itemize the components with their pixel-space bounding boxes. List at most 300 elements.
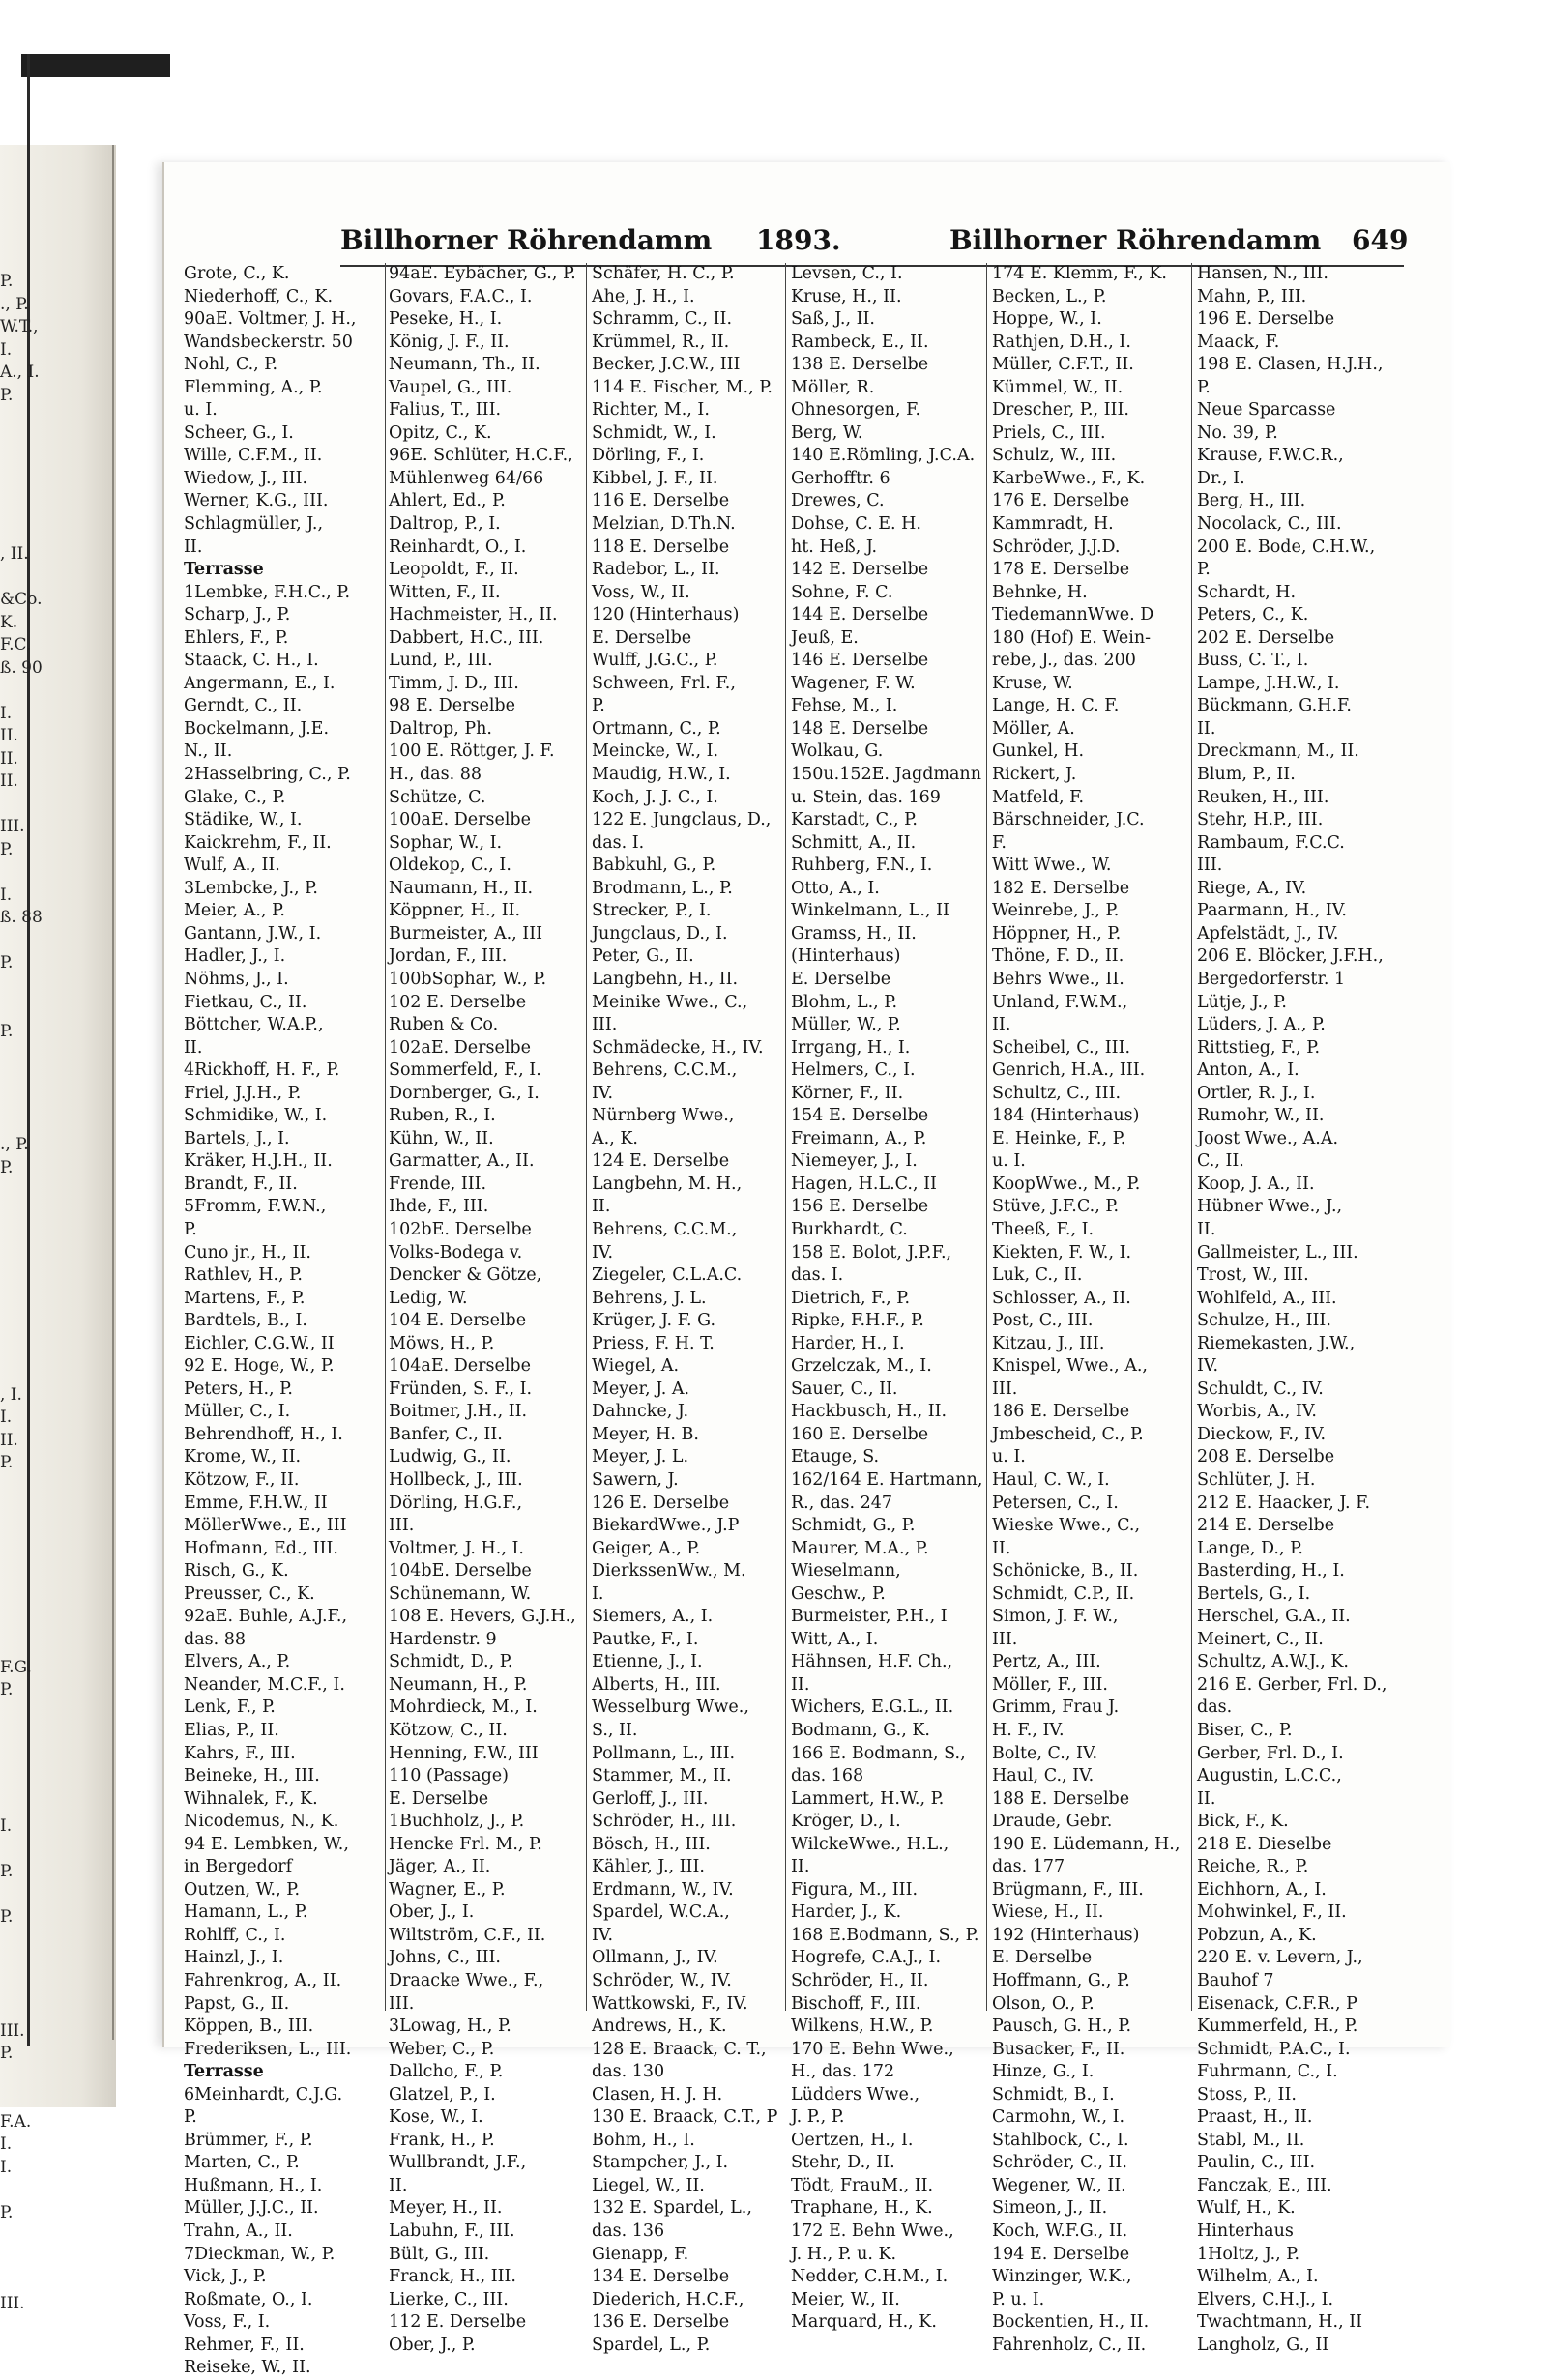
directory-entry: Haul, C. W., I. (992, 1469, 1110, 1490)
directory-entry: Dr., I. (1197, 468, 1245, 488)
directory-entry: Cuno jr., H., II. (184, 1242, 311, 1263)
facing-page-fragment (0, 476, 29, 499)
directory-entry: P. (1197, 560, 1211, 580)
directory-entry: III. (1197, 856, 1223, 876)
directory-entry: Flemming, A., P. (184, 377, 323, 397)
directory-entry: das. 88 (184, 1629, 247, 1649)
directory-entry: Wihnalek, F., K. (184, 1788, 318, 1809)
directory-entry: Anton, A., I. (1197, 1060, 1299, 1081)
directory-entry: Priels, C., III. (992, 422, 1106, 443)
directory-entry: Pertz, A., III. (992, 1652, 1101, 1672)
directory-entry: 114 E. Fischer, M., P. (592, 377, 773, 397)
directory-entry: WilckeWwe., H.L., (791, 1834, 949, 1854)
directory-entry: Radebor, L., II. (592, 560, 720, 580)
directory-entry: 184 (Hinterhaus) (992, 1106, 1140, 1126)
directory-entry: Berg, W. (791, 422, 863, 443)
directory-entry: Wesselburg Wwe., (592, 1698, 749, 1718)
directory-entry: Strecker, P., I. (592, 901, 712, 921)
facing-page-fragments (0, 271, 43, 2315)
directory-entry: Petersen, C., I. (992, 1493, 1119, 1513)
directory-entry: Mohwinkel, F., II. (1197, 1902, 1347, 1923)
directory-entry: 198 E. Clasen, H.J.H., (1197, 355, 1384, 375)
directory-entry: Körner, F., II. (791, 1083, 904, 1103)
directory-entry: Glatzel, P., I. (389, 2084, 496, 2104)
facing-page-fragment (0, 1270, 29, 1293)
directory-entry: 176 E. Derselbe (992, 491, 1130, 511)
directory-entry: Ledig, W. (389, 1288, 468, 1308)
directory-entry: Terrasse (184, 2062, 264, 2082)
facing-page-fragment (0, 407, 29, 430)
facing-page-fragment: P. (0, 953, 14, 972)
directory-entry: Siemers, A., I. (592, 1607, 714, 1627)
facing-page-fragment (0, 680, 29, 703)
directory-entry: Buss, C. T., I. (1197, 651, 1309, 671)
directory-entry: Lammert, H.W., P. (791, 1788, 945, 1809)
directory-entry: Ruhberg, F.N., I. (791, 856, 933, 876)
directory-entry: Behrens, C.C.M., (592, 1060, 738, 1081)
directory-entry: Kiekten, F. W., I. (992, 1242, 1132, 1263)
directory-entry: 186 E. Derselbe (992, 1402, 1130, 1422)
directory-entry: Bockentien, H., II. (992, 2312, 1150, 2333)
directory-entry: das. 130 (592, 2062, 665, 2082)
directory-entry: Jäger, A., II. (389, 1857, 491, 1877)
directory-entry: 7Dieckman, W., P. (184, 2244, 336, 2264)
directory-entry: Nöhms, J., I. (184, 969, 289, 989)
directory-entry: Melzian, D.Th.N. (592, 514, 736, 535)
facing-page-fragment (0, 975, 29, 999)
facing-page-fragment (0, 1952, 29, 1975)
directory-entry: J. H., P. u. K. (791, 2244, 897, 2264)
directory-entry: Nocolack, C., III. (1197, 514, 1342, 535)
directory-entry: Becker, J.C.W., III (592, 355, 741, 375)
directory-entry: E. Heinke, F., P. (992, 1128, 1126, 1148)
directory-entry: Elvers, C.H.J., I. (1197, 2289, 1334, 2309)
directory-entry: 200 E. Bode, C.H.W., (1197, 537, 1376, 557)
running-title-left: Billhorner Röhrendamm (340, 224, 713, 256)
directory-entry: Ruben & Co. (389, 1015, 499, 1035)
directory-entry: Sauer, C., II. (791, 1379, 898, 1399)
directory-entry: Witten, F., II. (389, 582, 501, 602)
directory-entry: Paulin, C., III. (1197, 2153, 1316, 2173)
facing-page-edge (112, 145, 114, 2040)
directory-entry: Trahn, A., II. (184, 2221, 293, 2242)
directory-entry: Dreckmann, M., II. (1197, 741, 1359, 762)
facing-page-fragment (0, 1748, 29, 1771)
directory-entry: 126 E. Derselbe (592, 1493, 730, 1513)
directory-entry: II. (389, 2175, 408, 2195)
directory-entry: Kümmel, W., II. (992, 377, 1124, 397)
facing-page-fragment: P. (0, 1862, 14, 1881)
directory-entry: Emme, F.H.W., II (184, 1493, 328, 1513)
directory-column-3 (592, 263, 785, 2357)
directory-entry: 1Holtz, J., P. (1197, 2244, 1300, 2264)
facing-page-fragment (0, 1293, 29, 1317)
directory-entry: Möller, R. (791, 377, 875, 397)
directory-entry: 134 E. Derselbe (592, 2267, 730, 2287)
directory-entry: Ruben, R., I. (389, 1106, 496, 1126)
directory-entry: Burmeister, A., III (389, 923, 543, 943)
directory-entry: Vaupel, G., III. (389, 377, 512, 397)
directory-entry: Daltrop, Ph. (389, 718, 492, 739)
directory-entry: Schmidt, C.P., II. (992, 1583, 1135, 1604)
directory-entry: Gienapp, F. (592, 2244, 689, 2264)
directory-entry: 170 E. Behn Wwe., (791, 2039, 954, 2059)
directory-entry: Timm, J. D., III. (389, 673, 519, 693)
directory-entry: das. 168 (791, 1766, 864, 1786)
facing-page-fragment (0, 1566, 29, 1589)
directory-entry: Langholz, G., II (1197, 2335, 1329, 2355)
directory-entry: 220 E. v. Levern, J., (1197, 1948, 1363, 1968)
directory-entry: Erdmann, W., IV. (592, 1879, 734, 1900)
directory-entry: Müller, J.J.C., II. (184, 2198, 319, 2219)
directory-entry: Witt Wwe., W. (992, 856, 1112, 876)
directory-entry: Mohrdieck, M., I. (389, 1698, 538, 1718)
directory-entry: MöllerWwe., E., III (184, 1516, 347, 1536)
directory-entry: Hübner Wwe., J., (1197, 1197, 1343, 1217)
directory-entry: Reiseke, W., II. (184, 2358, 311, 2378)
directory-entry: Kötzow, F., II. (184, 1469, 300, 1490)
directory-entry: P. (184, 2107, 197, 2128)
column-rule (785, 263, 786, 2011)
directory-entry: P. (592, 696, 605, 716)
directory-entry: 94 E. Lembken, W., (184, 1834, 349, 1854)
directory-entry: 5Fromm, F.W.N., (184, 1197, 327, 1217)
directory-entry: Bodmann, G., K. (791, 1721, 930, 1740)
column-rule (986, 263, 987, 2011)
directory-entry: Theeß, F., I. (992, 1219, 1095, 1239)
facing-page-fragment (0, 1112, 29, 1135)
facing-page-fragment (0, 1088, 29, 1112)
directory-entry: Voltmer, J. H., I. (389, 1538, 524, 1558)
directory-entry: Scharp, J., P. (184, 605, 291, 625)
directory-entry: Bick, F., K. (1197, 1812, 1289, 1832)
directory-entry: Meyer, J. L. (592, 1447, 689, 1467)
directory-entry: Eisenack, C.F.R., P (1197, 1993, 1357, 2014)
facing-page-fragment: ., P. (0, 1135, 29, 1154)
directory-entry: Lund, P., III. (389, 651, 493, 671)
directory-entry: Basterding, H., I. (1197, 1561, 1345, 1582)
directory-entry: Schmidt, D., P. (389, 1652, 513, 1672)
facing-page-fragment: P. (0, 2044, 14, 2063)
directory-entry: Andrews, H., K. (592, 2017, 727, 2037)
directory-entry: Sophar, W., I. (389, 832, 503, 853)
directory-entry: Jmbescheid, C., P. (992, 1424, 1144, 1444)
directory-entry: Schröder, J.J.D. (992, 537, 1121, 557)
directory-entry: Haul, C., IV. (992, 1766, 1095, 1786)
directory-entry: Harder, H., I. (791, 1333, 905, 1353)
facing-page-fragment: F.C. (0, 635, 32, 654)
directory-entry: Wegener, W., II. (992, 2175, 1126, 2195)
facing-page-fragment: II. (0, 748, 18, 769)
directory-entry: Schlosser, A., II. (992, 1288, 1131, 1308)
directory-entry: 138 E. Derselbe (791, 355, 929, 375)
directory-entry: 100bSophar, W., P. (389, 969, 547, 989)
directory-entry: 158 E. Bolot, J.P.F., (791, 1242, 952, 1263)
directory-entry: 162/164 E. Hartmann, (791, 1469, 983, 1490)
directory-entry: Wattkowski, F., IV. (592, 1993, 748, 2014)
directory-entry: Nedder, C.H.M., I. (791, 2267, 949, 2287)
facing-page-fragment: ß. 90 (0, 657, 43, 678)
running-title-right: Billhorner Röhrendamm (949, 224, 1322, 256)
directory-entry: Fehse, M., I. (791, 696, 898, 716)
directory-entry: 94aE. Eybächer, G., P. (389, 264, 576, 283)
directory-entry: Eichler, C.G.W., II (184, 1333, 335, 1353)
column-rule (385, 263, 386, 2011)
directory-entry: Brodmann, L., P. (592, 878, 733, 898)
facing-page-fragment: ß. 88 (0, 908, 43, 927)
directory-entry: Peseke, H., I. (389, 309, 503, 330)
facing-page-fragment (0, 1203, 29, 1226)
directory-entry: Peters, C., K. (1197, 605, 1309, 625)
directory-entry: Wandsbeckerstr. 50 (184, 332, 353, 352)
directory-entry: Möller, A. (992, 718, 1075, 739)
facing-page-fragment (0, 430, 29, 453)
directory-entry: Lüders, J. A., P. (1197, 1015, 1326, 1035)
directory-entry: Mahn, P., III. (1197, 286, 1307, 306)
directory-entry: Stampcher, J., I. (592, 2153, 729, 2173)
directory-entry: Koch, W.F.G., II. (992, 2221, 1128, 2242)
directory-entry: Grzelczak, M., I. (791, 1356, 932, 1377)
directory-entry: Kibbel, J. F., II. (592, 468, 718, 488)
directory-entry: 196 E. Derselbe (1197, 309, 1335, 330)
directory-entry: 166 E. Bodmann, S., (791, 1743, 966, 1763)
directory-entry: Sommerfeld, F., I. (389, 1060, 541, 1081)
directory-entry: Thöne, F. D., II. (992, 946, 1124, 967)
facing-page-fragment: III. (0, 2293, 25, 2313)
directory-entry: Kötzow, C., II. (389, 1721, 508, 1740)
column-rule (586, 263, 587, 2011)
facing-page-fragment: I. (0, 339, 13, 360)
directory-entry: Voss, F., I. (184, 2312, 271, 2333)
directory-entry: Höppner, H., P. (992, 923, 1122, 943)
directory-entry: Möller, F., III. (992, 1674, 1108, 1695)
directory-entry: Hansen, N., III. (1197, 264, 1328, 283)
directory-entry: Schultz, A.W.J., K. (1197, 1652, 1349, 1672)
page-header (340, 224, 1409, 263)
directory-entry: E. Derselbe (592, 627, 692, 648)
directory-entry: Mühlenweg 64/66 (389, 468, 544, 488)
directory-entry: Simon, J. F. W., (992, 1607, 1119, 1627)
facing-page-fragment: I. (0, 2134, 13, 2154)
directory-entry: I. (592, 1583, 604, 1604)
directory-entry: 92aE. Buhle, A.J.F., (184, 1607, 348, 1627)
facing-page-fragment: W.T., (0, 317, 39, 336)
facing-page-fragment: F.A. (0, 2111, 32, 2132)
directory-entry: Rumohr, W., II. (1197, 1106, 1325, 1126)
directory-entry: Vick, J., P. (184, 2267, 267, 2287)
directory-entry: Witt, A., I. (791, 1629, 879, 1649)
directory-entry: Garmatter, A., II. (389, 1151, 535, 1172)
directory-entry: Luk, C., II. (992, 1265, 1083, 1286)
directory-entry: Sawern, J. (592, 1469, 679, 1490)
directory-entry: Dencker & Götze, (389, 1265, 542, 1286)
directory-entry: Meier, W., II. (791, 2289, 900, 2309)
directory-entry: II. (791, 1674, 810, 1695)
directory-entry: Ollmann, J., IV. (592, 1948, 718, 1968)
directory-entry: 178 E. Derselbe (992, 560, 1130, 580)
directory-entry: Grote, C., K. (184, 264, 290, 283)
directory-entry: N., II. (184, 741, 233, 762)
directory-entry: Ohnesorgen, F. (791, 400, 921, 421)
directory-entry: Olson, O., P. (992, 1993, 1095, 2014)
directory-entry: Rambaum, F.C.C. (1197, 832, 1345, 853)
directory-entry: Brügmann, F., III. (992, 1879, 1144, 1900)
facing-page-fragment: I. (0, 885, 13, 905)
directory-entry: Fuhrmann, C., I. (1197, 2062, 1338, 2082)
facing-page-fragment (0, 2270, 29, 2293)
directory-entry: Dallcho, F., P. (389, 2062, 504, 2082)
directory-entry: Lenk, F., P. (184, 1698, 276, 1718)
facing-page-fragment (0, 1839, 29, 1862)
directory-entry: Ahlert, Ed., P. (389, 491, 506, 511)
directory-entry: Frende, III. (389, 1174, 487, 1194)
directory-entry: IV. (592, 1242, 614, 1263)
directory-entry: Ehlers, F., P. (184, 627, 289, 648)
directory-entry: 144 E. Derselbe (791, 605, 929, 625)
directory-entry: Gramss, H., II. (791, 923, 917, 943)
directory-entry: in Bergedorf (184, 1857, 293, 1877)
directory-entry: Neander, M.C.F., I. (184, 1674, 345, 1695)
directory-entry: A., K. (592, 1128, 638, 1148)
directory-entry: II. (791, 1857, 810, 1877)
directory-entry: 128 E. Braack, C. T., (592, 2039, 767, 2059)
directory-entry: Meinike Wwe., C., (592, 992, 748, 1012)
directory-entry: Risch, G., K. (184, 1561, 289, 1582)
directory-entry: Neumann, H., P. (389, 1674, 528, 1695)
scan-edge-bar (21, 54, 170, 77)
directory-entry: Wiegel, A. (592, 1356, 680, 1377)
directory-entry: Hußmann, H., I. (184, 2175, 323, 2195)
directory-entry: Möws, H., P. (389, 1333, 495, 1353)
directory-entry: Praast, H., II. (1197, 2107, 1313, 2128)
facing-page-fragment (0, 930, 29, 953)
directory-entry: Bauhof 7 (1197, 1971, 1274, 1991)
directory-entry: Helmers, C., I. (791, 1060, 916, 1081)
facing-page-fragment (0, 566, 29, 590)
directory-entry: Spardel, W.C.A., (592, 1902, 730, 1923)
directory-entry: III. (389, 1516, 415, 1536)
directory-entry: Beineke, H., III. (184, 1766, 320, 1786)
directory-entry: Lüdders Wwe., (791, 2084, 920, 2104)
directory-entry: Augustin, L.C.C., (1197, 1766, 1342, 1786)
directory-entry: Dohse, C. E. H. (791, 514, 921, 535)
facing-page-fragment: P. (0, 1907, 14, 1927)
directory-entry: Lütje, J., P. (1197, 992, 1287, 1012)
facing-page-fragment: P. (0, 2202, 14, 2222)
directory-entry: IV. (1197, 1356, 1219, 1377)
directory-entry: Lampe, J.H.W., I. (1197, 673, 1340, 693)
directory-entry: 102 E. Derselbe (389, 992, 527, 1012)
directory-entry: 116 E. Derselbe (592, 491, 730, 511)
directory-entry: Schröder, C., II. (992, 2153, 1127, 2173)
directory-entry: Frank, H., P. (389, 2130, 495, 2150)
directory-entry: Ober, J., I. (389, 1902, 475, 1923)
directory-entry: 118 E. Derselbe (592, 537, 730, 557)
directory-entry: No. 39, P. (1197, 422, 1278, 443)
directory-entry: Schlagmüller, J., (184, 514, 324, 535)
directory-entry: Peters, H., P. (184, 1379, 293, 1399)
directory-entry: Elvers, A., P. (184, 1652, 291, 1672)
directory-entry: 112 E. Derselbe (389, 2312, 527, 2333)
directory-entry: Eichhorn, A., I. (1197, 1879, 1327, 1900)
directory-entry: Hencke Frl. M., P. (389, 1834, 542, 1854)
directory-entry: KoopWwe., M., P. (992, 1174, 1141, 1194)
page-number: 649 (1352, 224, 1409, 256)
directory-entry: 148 E. Derselbe (791, 718, 929, 739)
directory-entry: Kräker, H.J.H., II. (184, 1151, 333, 1172)
directory-entry: II. (992, 1538, 1011, 1558)
directory-entry: 4Rickhoff, H. F., P. (184, 1060, 340, 1081)
directory-entry: Kahrs, F., III. (184, 1743, 296, 1763)
directory-entry: Lange, D., P. (1197, 1538, 1303, 1558)
directory-entry: Krümmel, R., II. (592, 332, 730, 352)
directory-entry: 120 (Hinterhaus) (592, 605, 740, 625)
directory-entry: Kähler, J., III. (592, 1857, 705, 1877)
directory-entry: Dietrich, F., P. (791, 1288, 911, 1308)
directory-entry: Kammradt, H. (992, 514, 1114, 535)
directory-entry: Wieselmann, (791, 1561, 901, 1582)
directory-entry: H. F., IV. (992, 1721, 1065, 1740)
facing-page-fragment (0, 2066, 29, 2089)
directory-entry: Hofmann, Ed., III. (184, 1538, 338, 1558)
directory-entry: Stammer, M., II. (592, 1766, 732, 1786)
directory-entry: Genrich, H.A., III. (992, 1060, 1146, 1081)
directory-entry: Stoss, P., II. (1197, 2084, 1297, 2104)
directory-entry: Rohlff, C., I. (184, 1925, 286, 1945)
directory-entry: 104aE. Derselbe (389, 1356, 531, 1377)
directory-entry: 102aE. Derselbe (389, 1037, 531, 1058)
directory-column-4 (791, 263, 984, 2335)
directory-entry: II. (1197, 1788, 1216, 1809)
facing-page-fragment (0, 2248, 29, 2271)
facing-page-fragment: ., P. (0, 294, 29, 314)
directory-entry: Koop, J. A., II. (1197, 1174, 1315, 1194)
directory-entry: Hackbusch, H., II. (791, 1402, 948, 1422)
directory-entry: Richter, M., I. (592, 400, 710, 421)
directory-entry: 2Hasselbring, C., P. (184, 765, 351, 785)
directory-entry: Falius, T., III. (389, 400, 502, 421)
directory-entry: DierkssenWw., M. (592, 1561, 746, 1582)
facing-page-fragment: II. (0, 1430, 18, 1450)
directory-entry: 202 E. Derselbe (1197, 627, 1335, 648)
directory-entry: Weber, C., P. (389, 2039, 495, 2059)
facing-page-fragment (0, 1725, 29, 1748)
facing-page-fragment (0, 452, 29, 476)
directory-entry: Wille, C.F.M., II. (184, 446, 323, 466)
directory-entry: Terrasse (184, 560, 264, 580)
directory-entry: Henning, F.W., III (389, 1743, 539, 1763)
directory-entry: II. (184, 537, 203, 557)
directory-entry: Diederich, H.C.F., (592, 2289, 744, 2309)
facing-page-fragment (0, 1521, 29, 1544)
directory-entry: Gerndt, C., II. (184, 696, 303, 716)
directory-entry: IV. (592, 1083, 614, 1103)
directory-entry: 1Buchholz, J., P. (389, 1812, 525, 1832)
directory-entry: Wolkau, G. (791, 741, 884, 762)
directory-entry: Bertels, G., I. (1197, 1583, 1311, 1604)
directory-entry: Fahrenholz, C., II. (992, 2335, 1147, 2355)
directory-entry: Staack, C. H., I. (184, 651, 319, 671)
facing-page-fragment (0, 1930, 29, 1953)
directory-entry: Papst, G., II. (184, 1993, 290, 2014)
directory-entry: Grimm, Frau J. (992, 1698, 1120, 1718)
directory-entry: 214 E. Derselbe (1197, 1516, 1335, 1536)
facing-page-fragment: I. (0, 703, 13, 723)
facing-page-fragment (0, 1884, 29, 1907)
directory-entry: Langbehn, H., II. (592, 969, 739, 989)
directory-entry: Kaickrehm, F., II. (184, 832, 332, 853)
directory-entry: Twachtmann, H., II (1197, 2312, 1363, 2333)
